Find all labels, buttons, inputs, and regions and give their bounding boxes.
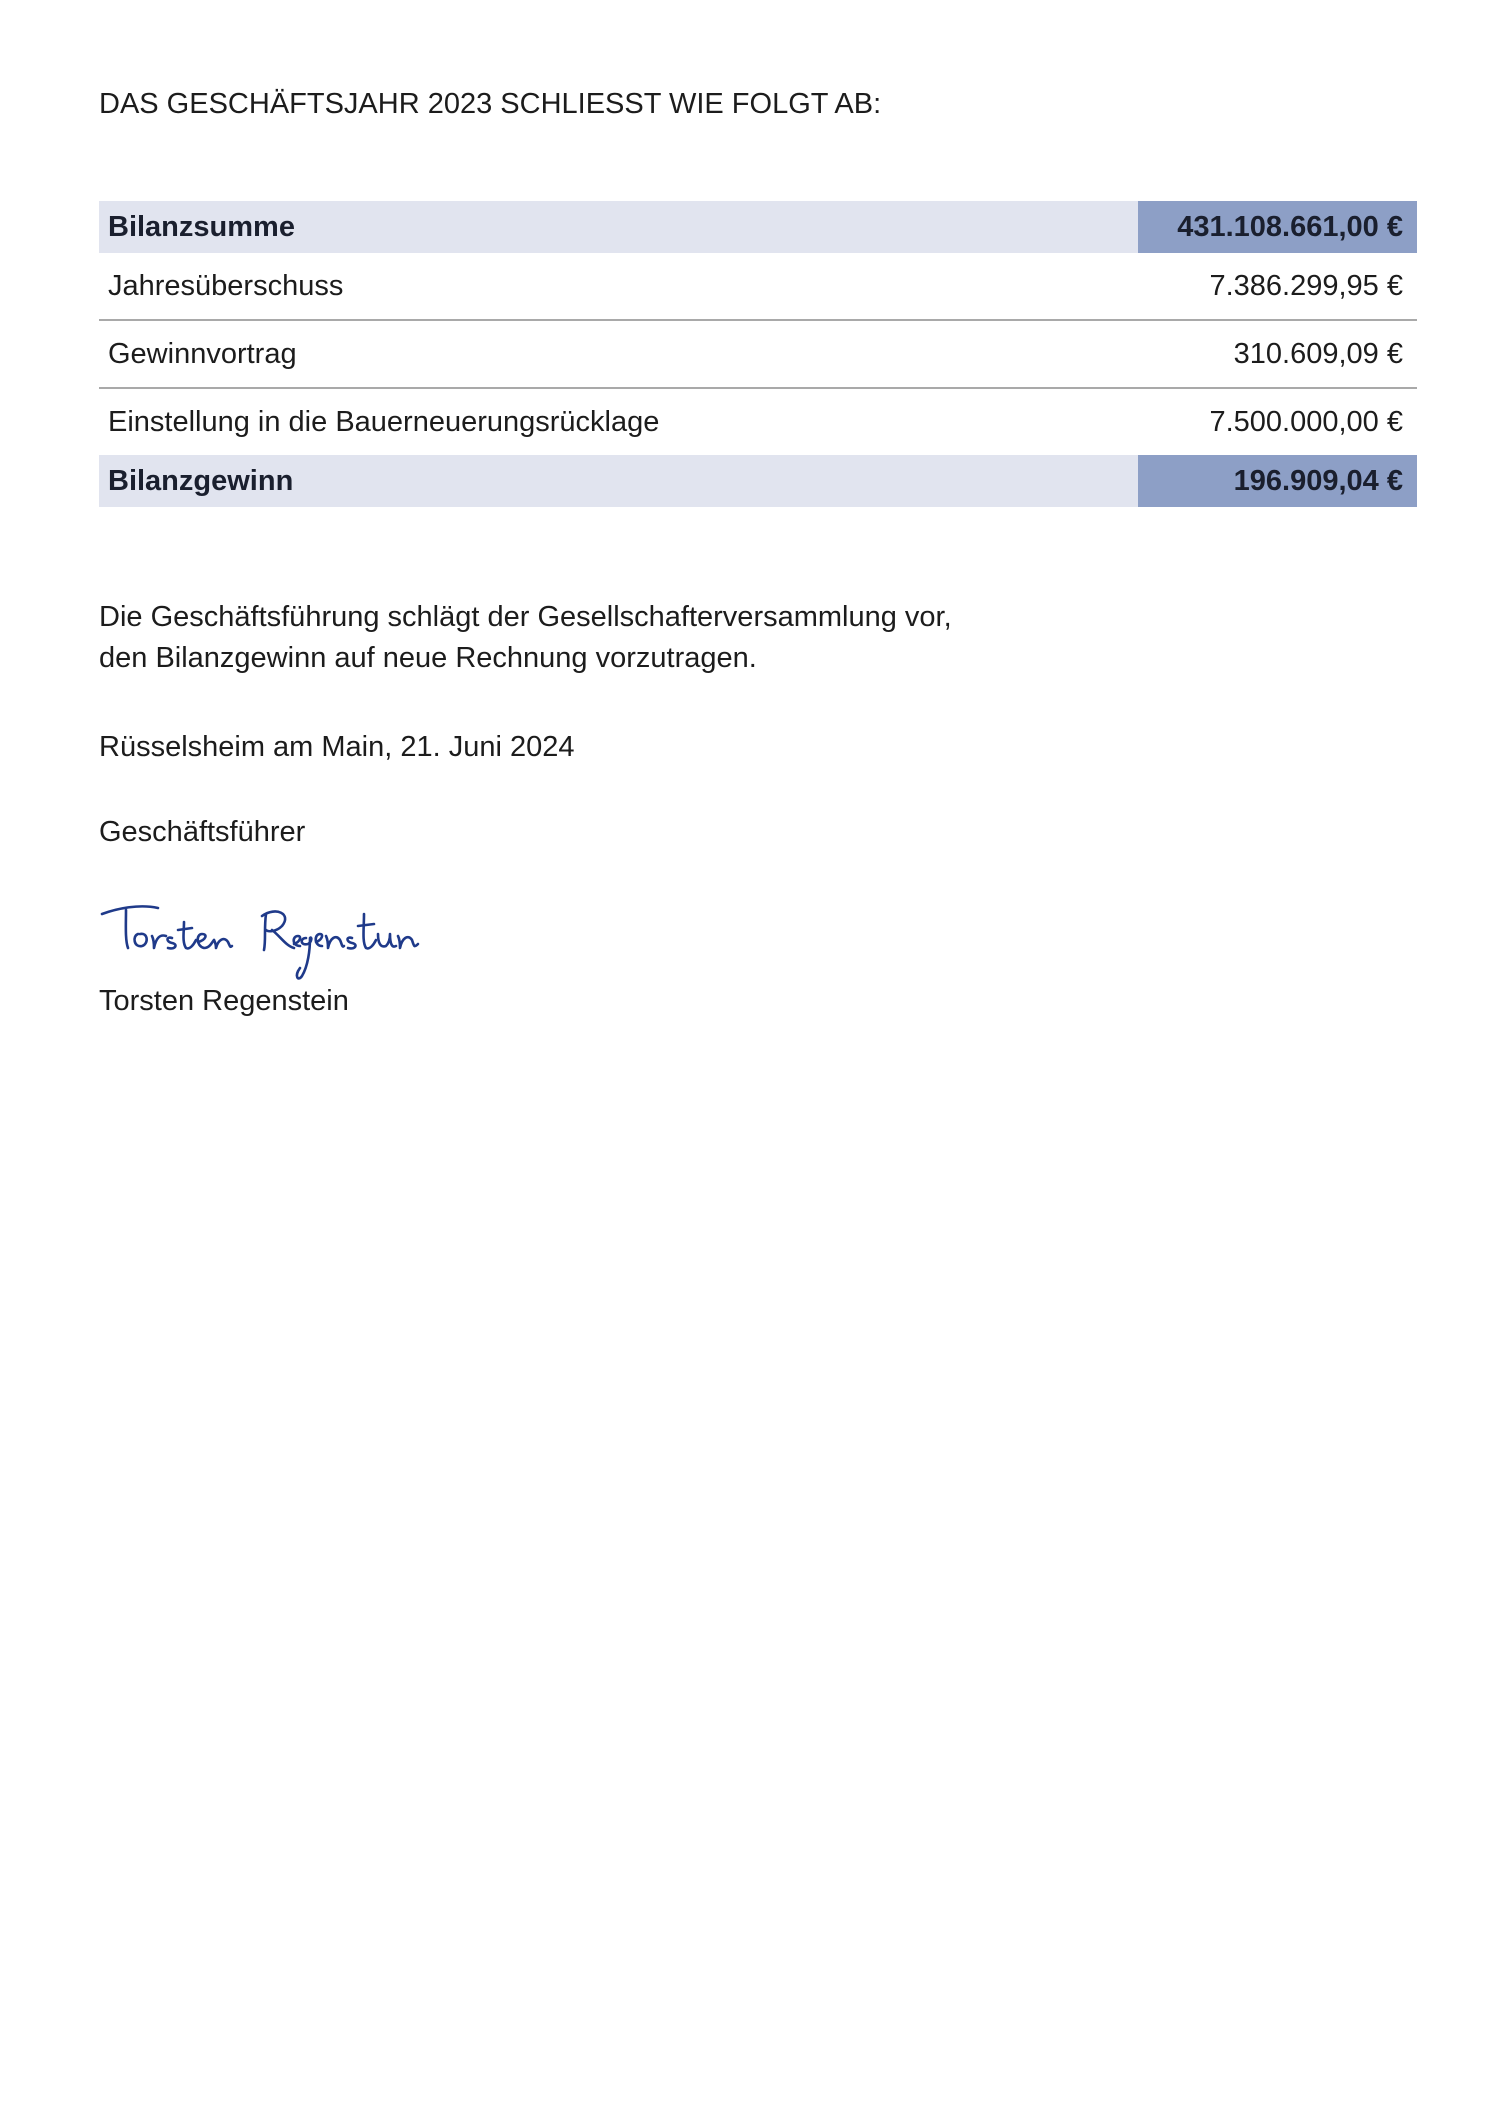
row-label: Bilanzgewinn [99,455,1138,507]
signer-name: Torsten Regenstein [99,985,349,1017]
table-row-net-income [99,253,1417,320]
table-row-balance-total [99,201,1417,253]
proposal-paragraph [99,597,952,679]
row-amount: 7.500.000,00 € [1209,405,1403,438]
row-label: Bilanzsumme [99,201,1138,253]
row-label: Jahresüberschuss [99,253,1138,320]
handwritten-signature [96,884,436,988]
row-amount: 431.108.661,00 € [1138,201,1417,253]
proposal-line-1: Die Geschäftsführung schlägt der Gesellschafterversammlung vor, [99,601,952,633]
row-amount: 196.909,04 € [1138,455,1417,507]
row-amount: 7.386.299,95 € [1138,253,1417,320]
page-heading: DAS GESCHÄFTSJAHR 2023 SCHLIESST WIE FOLGT AB: [99,88,882,120]
table-row-profit-carried-forward [99,320,1417,388]
signer-role: Geschäftsführer [99,816,306,848]
annual-results-table [99,201,1417,507]
table-row-balance-sheet-profit [99,455,1417,507]
row-amount: 310.609,09 € [1138,320,1417,388]
table-row-reserve-allocation [99,388,1417,455]
row-label: Einstellung in die Bauerneuerungsrücklage [108,405,660,438]
proposal-line-2: den Bilanzgewinn auf neue Rechnung vorzutragen. [99,642,757,674]
place-date: Rüsselsheim am Main, 21. Juni 2024 [99,731,575,763]
row-label: Gewinnvortrag [99,320,1138,388]
